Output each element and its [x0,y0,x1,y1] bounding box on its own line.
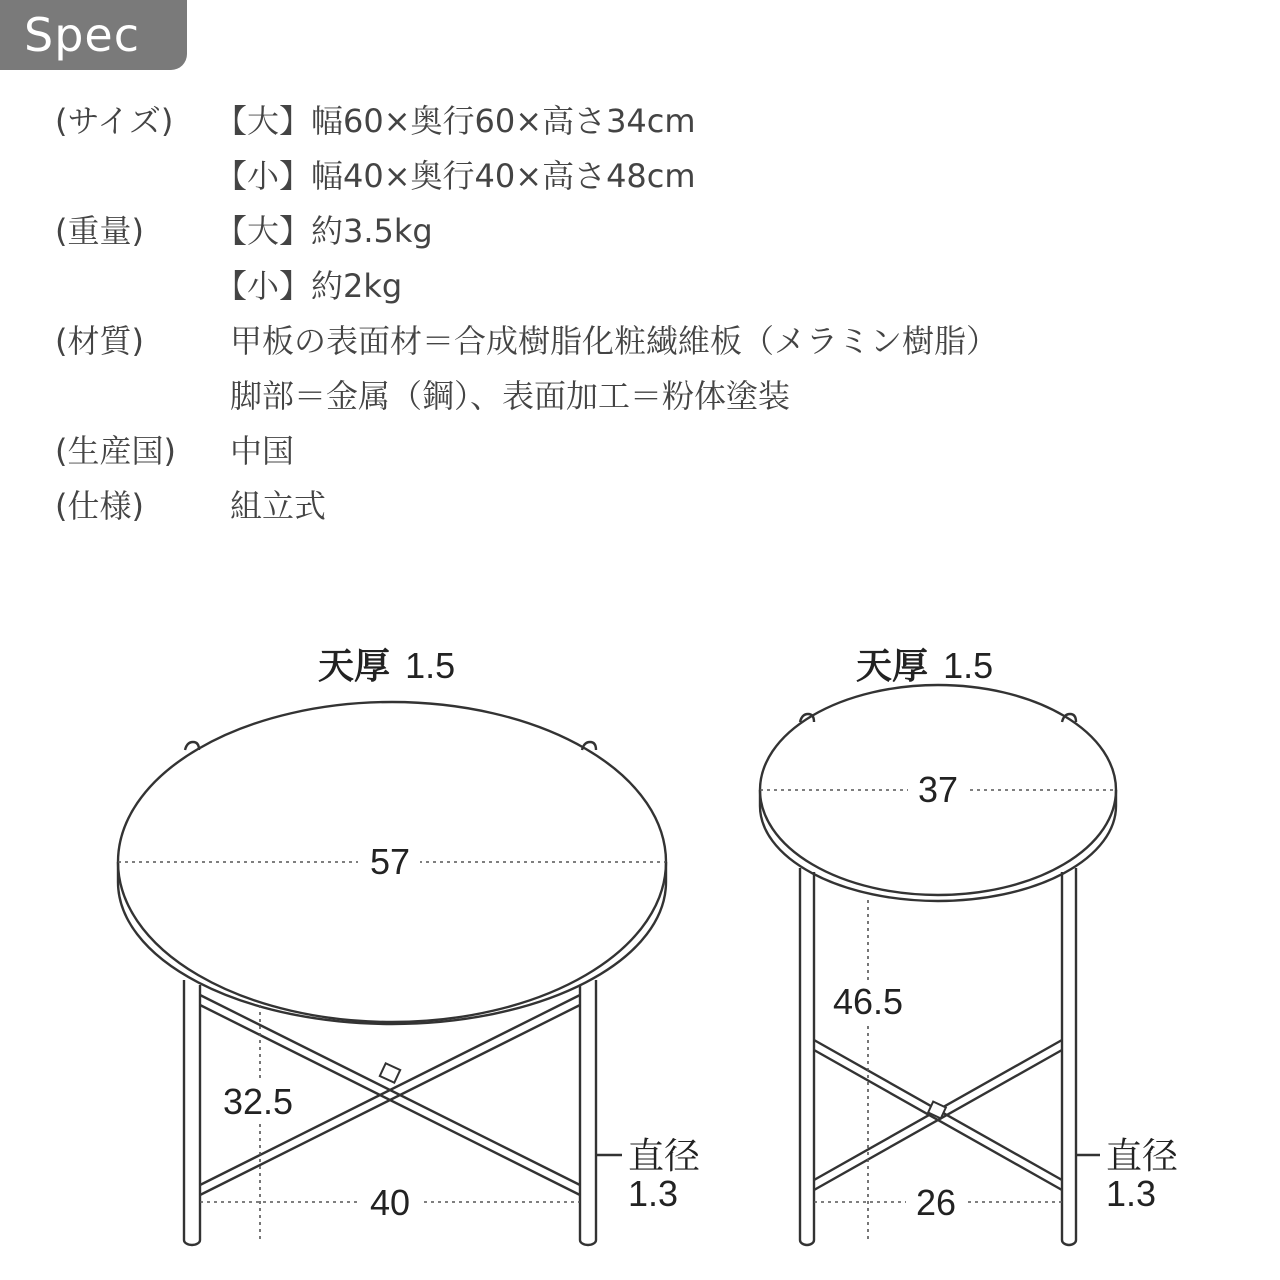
large-thickness-value: 1.5 [405,645,456,686]
small-base-width: 26 [915,1182,957,1223]
material-top-value: 甲板の表面材＝合成樹脂化粧繊維板（メラミン樹脂） [230,322,999,360]
weight-small-value: 【小】約2kg [215,267,403,305]
large-table [118,645,700,1245]
small-leg-label: 直径 [1106,1136,1179,1177]
weight-large-value: 【大】約3.5kg [215,212,433,250]
large-thickness-label: 天厚 [318,646,391,687]
spec-value: 組立式 [230,487,327,525]
small-top-diameter: 37 [917,769,959,810]
size-small-value: 【小】幅40×奥行40×高さ48cm [215,157,696,195]
small-thickness [856,645,993,687]
origin-label: (生産国) [55,432,176,470]
small-foot-right [1062,1240,1076,1245]
small-foot-left [800,1240,814,1245]
size-large-value: 【大】幅60×奥行60×高さ34cm [215,102,696,140]
small-leg-diameter: 1.3 [1106,1173,1157,1214]
material-leg-value: 脚部＝金属（鋼）、表面加工＝粉体塗装 [230,377,791,415]
large-brace-joint [380,1063,400,1082]
large-foot-left [184,1240,200,1245]
material-label: (材質) [55,322,144,360]
spec-label: (仕様) [55,487,144,525]
large-leg-diameter: 1.3 [628,1173,679,1214]
origin-value: 中国 [230,432,295,470]
large-base-width: 40 [369,1182,411,1223]
large-leg-label: 直径 [628,1136,701,1177]
large-thickness [318,645,455,687]
small-leg-height: 46.5 [832,981,904,1022]
weight-label: (重量) [55,212,144,250]
small-table [760,645,1178,1245]
spec-tab-label: Spec [24,8,140,62]
large-foot-right [580,1240,596,1245]
small-thickness-value: 1.5 [943,645,994,686]
size-label: (サイズ) [55,102,174,140]
small-thickness-label: 天厚 [856,646,929,687]
large-leg-height: 32.5 [222,1081,294,1122]
large-top-diameter: 57 [369,841,411,882]
